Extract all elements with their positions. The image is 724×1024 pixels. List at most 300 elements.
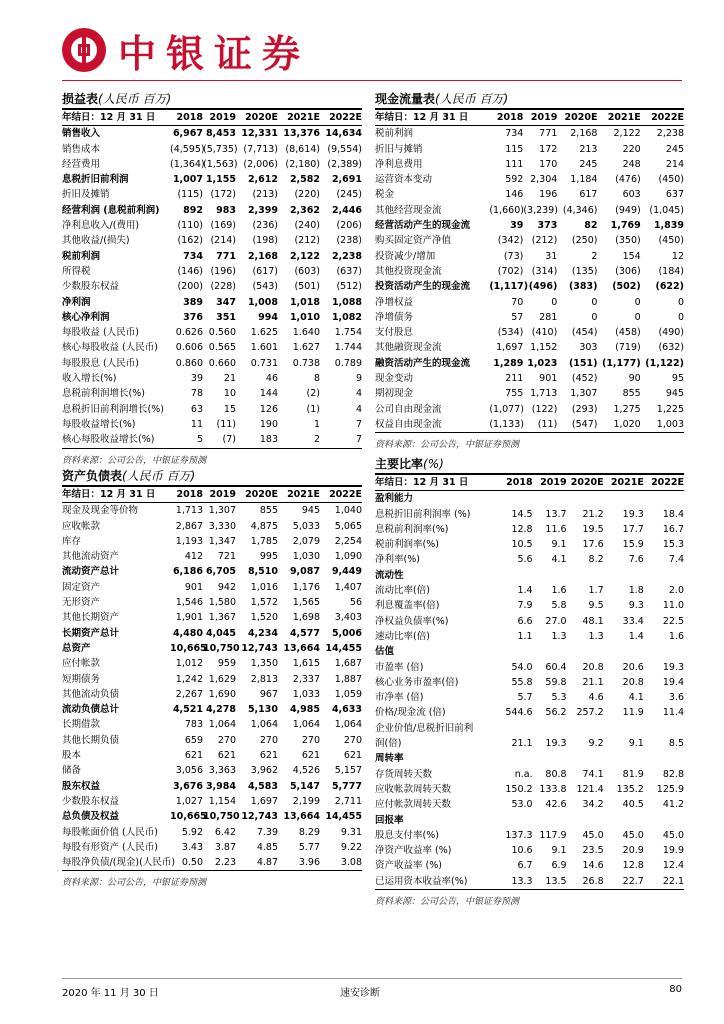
row-value: (9,554) xyxy=(327,143,362,155)
row-value: 659 xyxy=(184,734,203,746)
row-label: 市盈率 (倍) xyxy=(375,661,424,673)
row-label: 经营活动产生的现金流 xyxy=(375,220,471,232)
row-label: 其他收益/(损失) xyxy=(62,235,130,247)
row-value: 8.2 xyxy=(588,554,604,566)
row-value xyxy=(533,644,567,659)
row-value: 2,254 xyxy=(334,535,362,547)
row-value: 8,510 xyxy=(247,566,278,578)
row-value: (1) xyxy=(306,403,320,415)
row-value: 59.8 xyxy=(545,676,567,688)
row-value: 592 xyxy=(505,174,524,186)
row-value: 5.92 xyxy=(181,826,203,838)
row-value: (162) xyxy=(177,235,203,247)
row-value: (450) xyxy=(658,174,684,186)
row-value: (220) xyxy=(294,189,320,201)
row-value: 1,008 xyxy=(247,296,278,308)
row-value: 20.6 xyxy=(622,661,644,673)
row-value: 901 xyxy=(184,581,203,593)
row-value: 1.1 xyxy=(517,630,533,642)
row-value: (350) xyxy=(615,235,641,247)
row-value: 213 xyxy=(579,143,598,155)
row-value: (5,735) xyxy=(203,143,238,155)
table-row xyxy=(375,614,684,629)
table-row xyxy=(375,417,684,433)
table-row xyxy=(375,310,684,325)
table-row xyxy=(62,656,362,671)
row-value xyxy=(604,644,644,659)
row-value: 1,010 xyxy=(289,311,320,323)
row-label: 折旧及摊销 xyxy=(62,189,110,201)
row-value: 18.4 xyxy=(662,508,684,520)
row-label: 应付帐款周转天数 xyxy=(375,799,452,811)
table-row xyxy=(62,748,362,763)
row-label: 短期债务 xyxy=(62,673,101,685)
row-value: 2,267 xyxy=(175,688,203,700)
table-row xyxy=(375,767,684,782)
row-value: (2,389) xyxy=(327,158,362,170)
row-value: 26.8 xyxy=(567,874,604,890)
balance-source-note: 资料来源：公司公告，中银证券预测 xyxy=(62,878,207,889)
row-value: 8,453 xyxy=(205,128,236,140)
row-value: 13.7 xyxy=(545,508,567,520)
column-header: 2022E xyxy=(320,487,362,503)
row-value: 4 xyxy=(355,388,362,400)
row-value: 5 xyxy=(170,432,203,448)
row-value: 0.660 xyxy=(208,357,236,369)
table-header-row xyxy=(375,110,684,126)
row-label: 储备 xyxy=(62,765,82,777)
row-value: 10,750 xyxy=(203,642,240,654)
row-value: 621 xyxy=(259,750,278,762)
table-row xyxy=(375,782,684,797)
row-value: 57 xyxy=(511,311,524,323)
row-value: (2,006) xyxy=(243,158,278,170)
footer-divider xyxy=(62,978,682,979)
row-value: 20.8 xyxy=(582,661,604,673)
row-value: 12,331 xyxy=(241,128,278,140)
table-row xyxy=(375,660,684,675)
row-value: 13.3 xyxy=(499,874,533,890)
row-value: 1.4 xyxy=(628,630,644,642)
table-row xyxy=(375,813,684,828)
row-value: 901 xyxy=(539,373,558,385)
table-row xyxy=(375,386,684,401)
row-value: 183 xyxy=(236,432,278,448)
row-value: 2,337 xyxy=(292,673,320,685)
row-value: 4 xyxy=(355,403,362,415)
table-row xyxy=(62,386,362,401)
row-value: 1,629 xyxy=(208,673,236,685)
row-value xyxy=(604,491,644,507)
income-table xyxy=(62,110,362,449)
row-value: 2,168 xyxy=(570,128,598,140)
table-row xyxy=(375,705,684,720)
row-value: (146) xyxy=(177,265,203,277)
row-value: 11.0 xyxy=(662,600,684,612)
table-row xyxy=(375,690,684,705)
row-value: 70 xyxy=(511,296,524,308)
row-value: 0.606 xyxy=(175,342,203,354)
row-label: 公司自由现金流 xyxy=(375,403,442,415)
row-value: 13.5 xyxy=(533,874,567,890)
table-row xyxy=(62,340,362,355)
table-row xyxy=(375,126,684,142)
row-value: 4,875 xyxy=(250,520,278,532)
row-value: 4.85 xyxy=(256,841,278,853)
row-label: 期初现金 xyxy=(375,388,414,400)
row-value: (4,595) xyxy=(170,143,205,155)
row-label: 核心业务市盈率(倍) xyxy=(375,676,459,688)
row-value: 20.8 xyxy=(622,676,644,688)
table-row xyxy=(62,402,362,417)
row-value: (617) xyxy=(252,265,278,277)
row-value: (512) xyxy=(336,281,362,293)
table-row xyxy=(375,736,684,751)
row-value: 172 xyxy=(539,143,558,155)
row-value: 1,687 xyxy=(334,658,362,670)
row-value: 1,347 xyxy=(208,535,236,547)
table-row xyxy=(62,626,362,641)
row-value: 5,065 xyxy=(334,520,362,532)
row-value: 2,238 xyxy=(656,128,684,140)
row-value: 959 xyxy=(217,658,236,670)
row-label: 权益自由现金流 xyxy=(375,417,489,433)
row-label: 应收帐款 xyxy=(62,520,101,532)
row-label: 所得税 xyxy=(62,265,91,277)
row-value: (702) xyxy=(497,265,524,277)
row-value: 1,289 xyxy=(493,357,524,369)
row-value: 5,157 xyxy=(334,765,362,777)
row-value: (949) xyxy=(615,204,641,216)
row-value: 17.6 xyxy=(582,539,604,551)
row-value: (502) xyxy=(612,281,641,293)
row-value: 995 xyxy=(259,551,278,563)
cashflow-title xyxy=(375,90,684,110)
row-value: 7 xyxy=(320,432,362,448)
row-value: 1,713 xyxy=(530,388,558,400)
column-header: 2018 xyxy=(170,487,203,503)
row-value: 121.4 xyxy=(576,783,604,795)
row-value: (2,180) xyxy=(285,158,320,170)
row-value: 19.3 xyxy=(622,508,644,520)
row-value: 14,455 xyxy=(325,642,362,654)
row-value: 373 xyxy=(537,220,558,232)
column-header: 2021E xyxy=(278,487,320,503)
row-value: (632) xyxy=(658,342,684,354)
row-label: 支付股息 xyxy=(375,327,414,339)
row-label: 息税折旧前利润增长(%) xyxy=(62,403,164,415)
table-row xyxy=(375,644,684,659)
row-label: 其他流动负债 xyxy=(62,688,120,700)
table-row xyxy=(62,356,362,371)
row-value: (1,364) xyxy=(170,158,205,170)
row-value: 1,520 xyxy=(250,612,278,624)
column-header: 2018 xyxy=(499,475,533,491)
row-label: 收入增长(%) xyxy=(62,373,117,385)
table-row xyxy=(375,751,684,766)
row-value: 270 xyxy=(301,734,320,746)
row-label: 股东权益 xyxy=(62,780,101,792)
header xyxy=(62,28,311,76)
row-value: 5,033 xyxy=(292,520,320,532)
row-value: 1.3 xyxy=(551,630,567,642)
row-value: 1,565 xyxy=(292,597,320,609)
row-value: (11) xyxy=(216,418,236,430)
row-value: 31 xyxy=(545,250,558,262)
row-label: 应收帐款周转天数 xyxy=(375,783,452,795)
row-value: 4,278 xyxy=(205,704,236,716)
column-header: 2018 xyxy=(170,110,203,126)
row-value: 0.565 xyxy=(208,342,236,354)
row-label: 股本 xyxy=(62,750,82,762)
cashflow-title-text: 现金流量表 xyxy=(375,92,436,106)
row-value: 74.1 xyxy=(582,768,604,780)
row-value: 55.8 xyxy=(511,676,533,688)
row-value: 27.0 xyxy=(545,615,567,627)
row-value: 994 xyxy=(258,311,278,323)
row-value: 3,984 xyxy=(205,780,236,792)
row-value: 7.39 xyxy=(256,826,278,838)
row-value: 1,027 xyxy=(175,795,203,807)
row-value: 1,690 xyxy=(208,688,236,700)
row-label: 核心净利润 xyxy=(62,311,110,323)
row-value: 12,743 xyxy=(241,811,278,823)
table-row xyxy=(62,417,362,432)
column-header: 2019 xyxy=(533,475,567,491)
row-value: 45.0 xyxy=(622,829,644,841)
row-value: 81.9 xyxy=(622,768,644,780)
row-value: 9.31 xyxy=(340,826,362,838)
row-value: (476) xyxy=(615,174,641,186)
ratios-unit: (%) xyxy=(423,457,444,471)
row-value: 137.3 xyxy=(505,829,533,841)
row-value: 14,455 xyxy=(325,811,362,823)
row-label: 存货周转天数 xyxy=(375,768,433,780)
row-value: 621 xyxy=(343,750,362,762)
row-value xyxy=(499,491,533,507)
row-value: 53.0 xyxy=(511,799,533,811)
row-label: 净权益负债率(%) xyxy=(375,615,449,627)
row-value: 9.3 xyxy=(628,600,644,612)
brand-name: 中银证券 xyxy=(118,30,311,76)
row-value: 1,307 xyxy=(208,505,236,517)
row-value: 1,697 xyxy=(250,795,278,807)
row-value: (1,177) xyxy=(601,357,641,369)
row-value: 0 xyxy=(677,311,684,323)
table-row xyxy=(62,717,362,732)
row-value: 2,079 xyxy=(292,535,320,547)
table-row xyxy=(62,279,362,294)
table-row xyxy=(62,580,362,595)
row-label: 净增权益 xyxy=(375,296,414,308)
row-value: 270 xyxy=(259,734,278,746)
row-value: 60.4 xyxy=(545,661,567,673)
table-row xyxy=(62,779,362,794)
row-label: 核心每股收益 (人民币) xyxy=(62,342,158,354)
row-value: 1,152 xyxy=(530,342,558,354)
row-value: (719) xyxy=(615,342,641,354)
row-value: (212) xyxy=(531,235,558,247)
footer-date: 2020 年 11 月 30 日 xyxy=(62,988,159,999)
row-value: 942 xyxy=(217,581,236,593)
row-value: 56 xyxy=(349,597,362,609)
table-row xyxy=(62,519,362,534)
row-value xyxy=(567,491,604,507)
row-value: 4.6 xyxy=(588,692,604,704)
row-value: 1,887 xyxy=(334,673,362,685)
row-value xyxy=(644,721,684,736)
table-row xyxy=(375,233,684,248)
row-label: 估值 xyxy=(375,646,395,658)
cashflow-unit: (人民币 百万) xyxy=(435,92,509,106)
row-value xyxy=(644,568,684,583)
row-value: 0.50 xyxy=(170,855,203,871)
column-header: 2021E xyxy=(597,110,640,126)
cashflow-table xyxy=(375,110,684,433)
row-value: 3.96 xyxy=(278,855,320,871)
row-value xyxy=(644,751,684,766)
row-value: 11.4 xyxy=(662,707,684,719)
row-value: 4,521 xyxy=(172,704,203,716)
row-value: 14,634 xyxy=(325,128,362,140)
column-header: 2020E xyxy=(236,487,278,503)
row-value: 376 xyxy=(183,311,203,323)
row-value: 0.626 xyxy=(175,327,203,339)
row-value: 1.4 xyxy=(517,585,533,597)
row-label: 净利率(%) xyxy=(375,554,420,566)
row-value: 5.6 xyxy=(517,554,533,566)
row-value: 6.7 xyxy=(517,860,533,872)
row-value: 33.4 xyxy=(622,615,644,627)
table-row xyxy=(62,157,362,172)
row-value: (169) xyxy=(210,220,236,232)
row-value: 3,056 xyxy=(175,765,203,777)
row-value: 48.1 xyxy=(582,615,604,627)
row-value: 637 xyxy=(665,189,684,201)
row-value: 34.2 xyxy=(582,799,604,811)
row-value: 11 xyxy=(190,418,203,430)
table-row xyxy=(62,142,362,157)
row-value xyxy=(644,644,684,659)
table-row xyxy=(62,672,362,687)
row-value: (115) xyxy=(177,189,203,201)
row-value: 13,376 xyxy=(283,128,320,140)
row-value: 1,225 xyxy=(656,403,684,415)
row-label: 息税折旧前利润 xyxy=(62,174,129,186)
header-divider xyxy=(62,80,682,81)
row-value: 245 xyxy=(579,158,598,170)
row-value: 1,697 xyxy=(496,342,524,354)
balance-title xyxy=(62,467,362,487)
row-value: 1,698 xyxy=(292,612,320,624)
row-value: (240) xyxy=(294,220,320,232)
row-value: 257.2 xyxy=(576,707,604,719)
column-header: 年结日：12 月 31 日 xyxy=(62,110,170,126)
row-value: 2,362 xyxy=(289,204,320,216)
row-value: 5.77 xyxy=(298,841,320,853)
row-value: 54.0 xyxy=(511,661,533,673)
table-row xyxy=(375,187,684,202)
row-value: 1,615 xyxy=(292,658,320,670)
row-value: 39 xyxy=(510,220,524,232)
row-label: 库存 xyxy=(62,535,82,547)
row-value: 6,186 xyxy=(172,566,203,578)
row-value: (212) xyxy=(294,235,320,247)
row-value: 15.3 xyxy=(662,539,684,551)
row-value: 6.42 xyxy=(214,826,236,838)
row-value: 95 xyxy=(671,373,684,385)
table-row xyxy=(62,687,362,702)
row-value: 19.5 xyxy=(582,523,604,535)
row-value: 9.1 xyxy=(628,738,644,750)
row-value: 303 xyxy=(579,342,598,354)
table-row xyxy=(375,874,684,890)
row-value: (454) xyxy=(571,327,598,339)
row-value: 23.5 xyxy=(582,845,604,857)
row-value: 9,087 xyxy=(289,566,320,578)
row-value: 892 xyxy=(183,204,203,216)
row-value: 1,007 xyxy=(172,174,203,186)
row-label: 经营费用 xyxy=(62,158,101,170)
row-value: (8,614) xyxy=(285,143,320,155)
column-header: 2020E xyxy=(236,110,278,126)
row-value xyxy=(567,813,604,828)
table-row xyxy=(375,843,684,858)
row-value: 115 xyxy=(505,143,524,155)
row-value: 2,867 xyxy=(175,520,203,532)
row-label: 总负债及权益 xyxy=(62,811,120,823)
row-value: (1,117) xyxy=(489,281,529,293)
row-label: 税前利润 xyxy=(375,128,414,140)
row-label: 股息支付率(%) xyxy=(375,829,439,841)
row-value: 4,234 xyxy=(247,627,278,639)
row-value: (293) xyxy=(571,403,598,415)
balance-unit: (人民币 百万) xyxy=(122,469,196,483)
row-value: 19.3 xyxy=(545,738,567,750)
row-value: (4,346) xyxy=(562,204,598,216)
row-value: 144 xyxy=(259,388,278,400)
table-row xyxy=(62,503,362,519)
row-value: 3,403 xyxy=(334,612,362,624)
row-value: 1,367 xyxy=(208,612,236,624)
row-value: 2,612 xyxy=(247,174,278,186)
row-value: 2,399 xyxy=(247,204,278,216)
row-value: 214 xyxy=(665,158,684,170)
row-value: 1,064 xyxy=(208,719,236,731)
row-value: 1,275 xyxy=(613,403,641,415)
row-value: 281 xyxy=(539,311,558,323)
row-value: 617 xyxy=(579,189,598,201)
column-header: 2022E xyxy=(320,110,362,126)
row-value: (250) xyxy=(571,235,598,247)
row-value: 855 xyxy=(259,505,278,517)
row-value: 4.87 xyxy=(236,855,278,871)
table-row xyxy=(62,763,362,778)
row-value: 12,743 xyxy=(241,642,278,654)
row-value: 4.1 xyxy=(628,692,644,704)
row-label: 折旧与摊销 xyxy=(375,143,423,155)
row-label: 盈利能力 xyxy=(375,493,414,505)
row-value: 12.8 xyxy=(511,523,533,535)
row-label: 已运用资本收益率(%) xyxy=(375,874,499,890)
table-header-row xyxy=(62,487,362,503)
row-value: (543) xyxy=(252,281,278,293)
table-row xyxy=(62,564,362,579)
income-title-text: 损益表 xyxy=(62,92,99,106)
table-row xyxy=(375,279,684,294)
cashflow-source-note: 资料来源：公司公告，中银证券预测 xyxy=(375,440,520,451)
row-value: 0 xyxy=(591,296,598,308)
